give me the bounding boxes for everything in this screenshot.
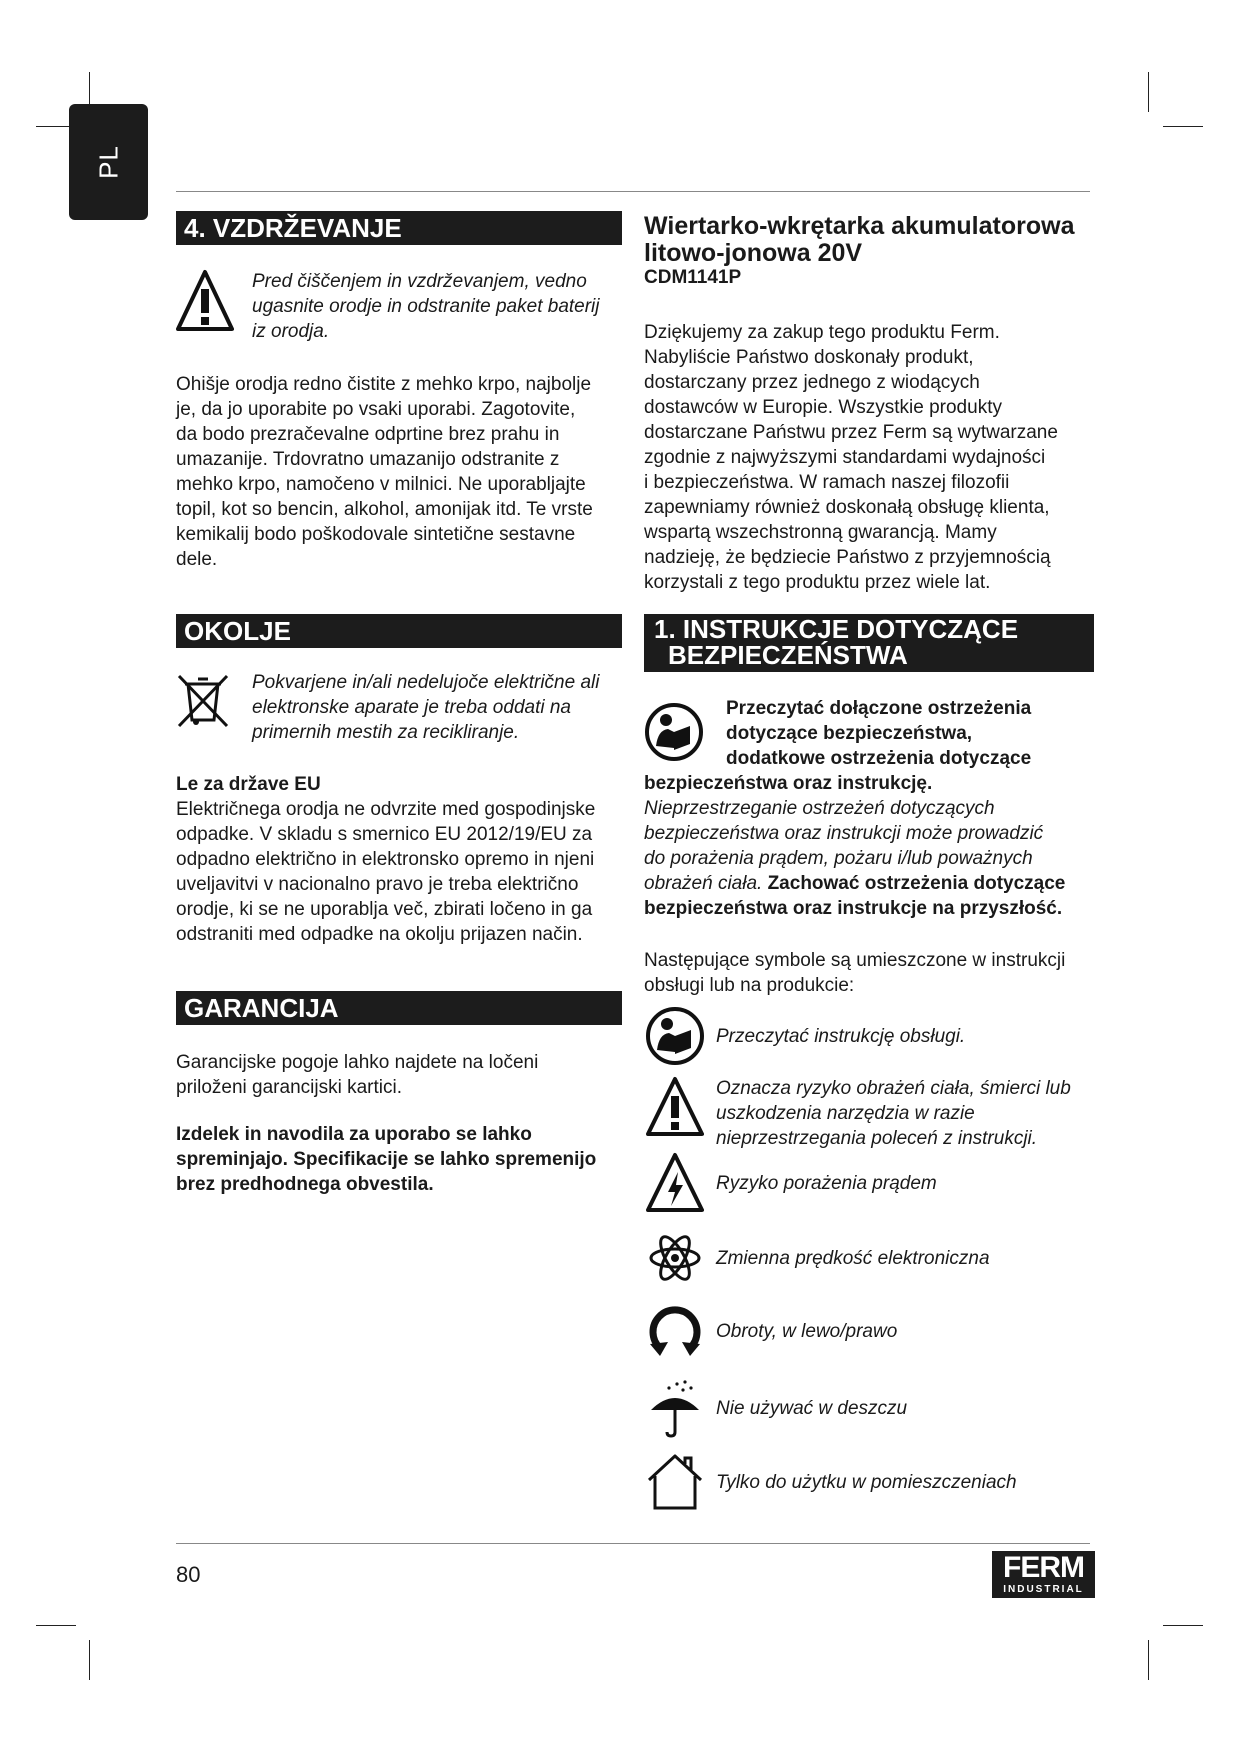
umbrella-rain-icon (644, 1378, 706, 1438)
read-manual-icon (644, 1006, 706, 1066)
warranty-notice: Izdelek in navodila za uporabo se lahko spreminjajo. Specifikacije se lahko spremenijo brez predhodnega obvestila. (176, 1124, 597, 1195)
symbol-indoor-only: Tylko do użytku w pomieszczeniach (644, 1452, 1017, 1512)
language-tab: PL (69, 104, 148, 220)
crop-mark (1148, 72, 1149, 112)
environment-notice: Pokvarjene in/ali nedelujoče električne ali elektronske aparate je treba oddati na primernih mestih za recikliranje. (176, 670, 622, 745)
warranty-body: Garancijske pogoje lahko najdete na ločeni priloženi garancijski kartici. (176, 1052, 539, 1098)
symbol-electronic-speed: Zmienna prędkość elektroniczna (644, 1230, 990, 1286)
bottom-rule (176, 1543, 1090, 1544)
warning-triangle-icon (644, 1076, 706, 1138)
house-icon (644, 1452, 706, 1512)
symbols-intro: Następujące symbole są umieszczone w instrukcji obsługi lub na produkcie: (644, 950, 1066, 996)
crop-mark (1148, 1640, 1149, 1680)
rotation-icon (644, 1302, 706, 1360)
crop-mark (36, 1625, 76, 1626)
read-manual-icon (644, 702, 704, 767)
symbol-rotation: Obroty, w lewo/prawo (644, 1302, 897, 1360)
model-number: CDM1141P (644, 267, 742, 288)
warranty-heading: GARANCIJA (176, 991, 622, 1025)
intro-text: Dziękujemy za zakup tego produktu Ferm. Nabyliście Państwo doskonały produkt, dostarczany przez jednego z wiodących dostawców w Europie. Wszystkie produkty dostarczane Państwu przez Ferm są wytwarzane zgodnie z najwyższymi standardami wydajności i bezpieczeństwa. W ramach naszej filozofii zapewniamy również doskonałą obsługę klienta, wspartą wszechstronną gwarancją. Mamy nadzieję, że będziecie Państwo z przyjemnością korzystali z tego produktu przez wiele lat. (644, 322, 1058, 593)
ferm-logo: FERM INDUSTRIAL (992, 1551, 1095, 1598)
read-instructions-block: Przeczytać dołączone ostrzeżenia dotyczące bezpieczeństwa, dodatkowe ostrzeżenia dotyczące bezpieczeństwa oraz instrukcję. Nieprzestrzeganie ostrzeżeń dotyczących bezpieczeństwa oraz instrukcji może prowadzić do porażenia prądem, pożaru i/lub poważnych obrażeń ciała. Zachować ostrzeżenia dotyczące bezpieczeństwa oraz instrukcje na przyszłość. (644, 698, 1066, 919)
product-title: Wiertarko-wkrętarka akumulatorowa litowo-jonowa 20V (644, 212, 1075, 267)
crop-mark (1163, 1625, 1203, 1626)
page-number: 80 (176, 1562, 201, 1587)
symbol-read-manual: Przeczytać instrukcję obsługi. (644, 1006, 965, 1066)
crossed-bin-icon (176, 670, 252, 735)
electric-shock-icon (644, 1152, 706, 1214)
maintenance-heading: 4. VZDRŽEVANJE (176, 211, 622, 245)
eu-title: Le za države EU (176, 774, 321, 795)
safety-heading: 1. INSTRUKCJE DOTYCZĄCE BEZPIECZEŃSTWA (644, 614, 1094, 672)
electronic-speed-icon (644, 1230, 706, 1286)
maintenance-warning: Pred čiščenjem in vzdrževanjem, vedno ugasnite orodje in odstranite paket baterij iz orodja. (176, 269, 622, 344)
crop-mark (1163, 126, 1203, 127)
crop-mark (89, 1640, 90, 1680)
top-rule (176, 191, 1090, 192)
warning-triangle-icon (176, 269, 252, 338)
symbol-electric-shock: Ryzyko porażenia prądem (644, 1152, 937, 1214)
eu-section: Le za države EU Električnega orodja ne odvrzite med gospodinjske odpadke. V skladu s smernico EU 2012/19/EU za odpadno električno in elektronsko opremo in njeni uveljavitvi v nacionalno pravo je treba električno orodje, ki se ne uporablja več, zbirati ločeno in ga odstraniti med odpadke na okolju prijazen način. (176, 772, 636, 947)
symbol-no-rain: Nie używać w deszczu (644, 1378, 907, 1438)
symbol-warning: Oznacza ryzyko obrażeń ciała, śmierci lub uszkodzenia narzędzia w razie nieprzestrzegania poleceń z instrukcji. (644, 1076, 1071, 1151)
environment-heading: OKOLJE (176, 614, 622, 648)
maintenance-body: Ohišje orodja redno čistite z mehko krpo, najbolje je, da jo uporabite po vsaki uporabi. Zagotovite, da bodo prezračevalne odprtine brez prahu in umazanije. Trdovratno umazanijo odstranite z mehko krpo, namočeno v milnici. Ne uporabljajte topil, kot so bencin, alkohol, amonijak itd. Te vrste kemikalij bodo poškodovale sintetične sestavne dele. (176, 374, 593, 570)
